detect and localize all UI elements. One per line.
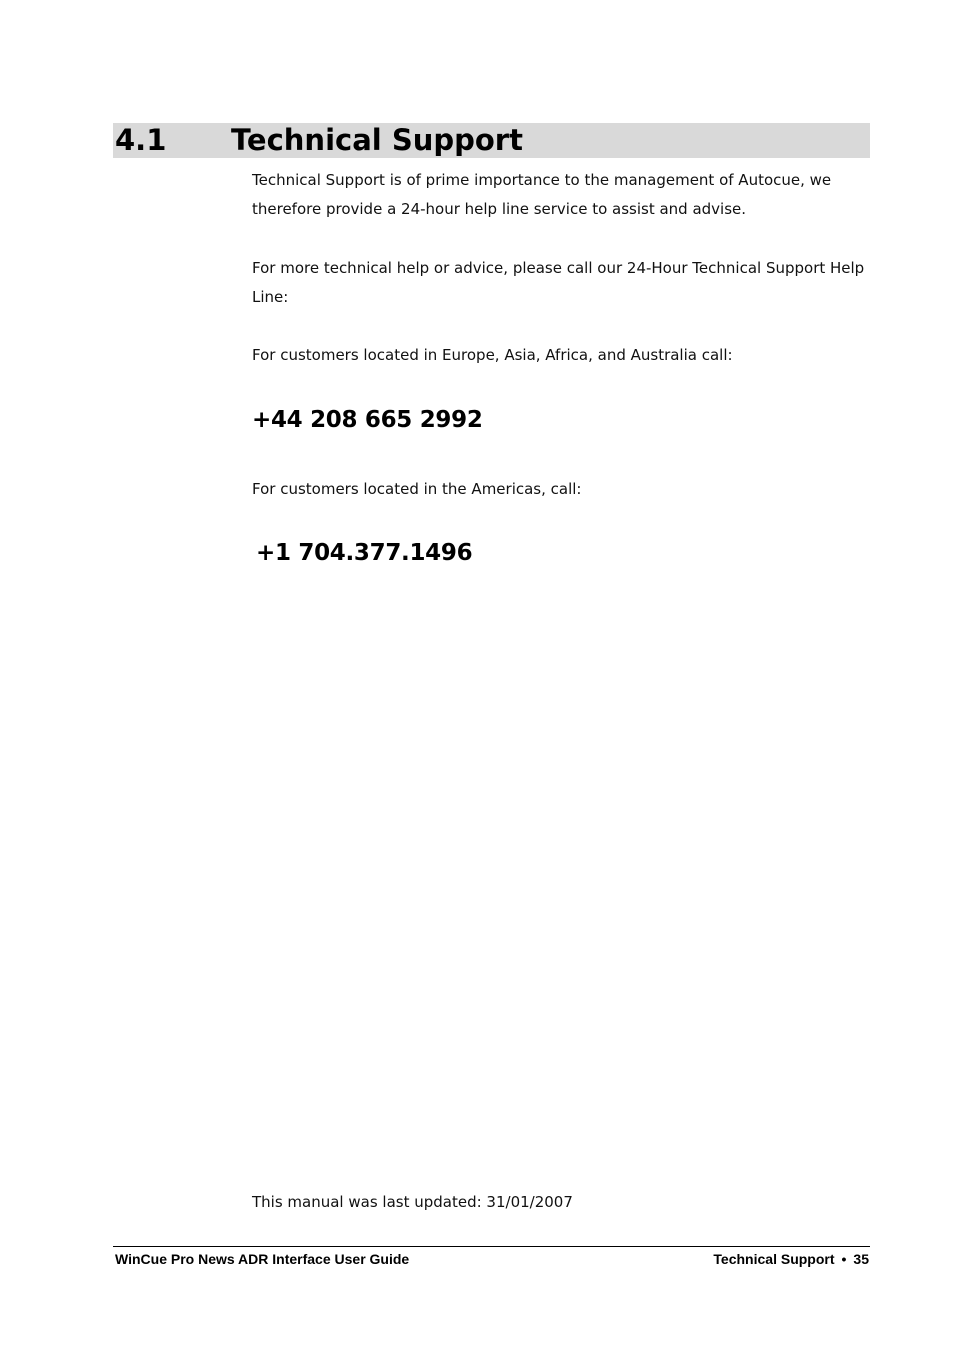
phone-number-europe: +44 208 665 2992	[252, 407, 483, 433]
footer-guide-title: WinCue Pro News ADR Interface User Guide	[115, 1251, 410, 1267]
footer-divider	[113, 1246, 870, 1247]
europe-customers-paragraph: For customers located in Europe, Asia, Africa, and Australia call:	[252, 346, 733, 364]
help-line-paragraph: For more technical help or advice, please call our 24-Hour Technical Support Help Line:	[252, 259, 865, 306]
last-updated-note: This manual was last updated: 31/01/2007	[252, 1193, 573, 1211]
footer-page-number: 35	[853, 1251, 869, 1267]
section-number: 4.1	[115, 123, 167, 157]
intro-paragraph: Technical Support is of prime importance to the management of Autocue, we therefore provide a 24-hour help line service to assist and advise.	[252, 171, 832, 218]
americas-customers-paragraph: For customers located in the Americas, call:	[252, 480, 582, 498]
footer-bullet: •	[841, 1251, 847, 1267]
footer-page-info	[713, 1250, 869, 1268]
phone-number-americas: +1 704.377.1496	[256, 540, 473, 566]
section-title: Technical Support	[231, 123, 523, 157]
footer-section-name: Technical Support	[713, 1251, 835, 1267]
